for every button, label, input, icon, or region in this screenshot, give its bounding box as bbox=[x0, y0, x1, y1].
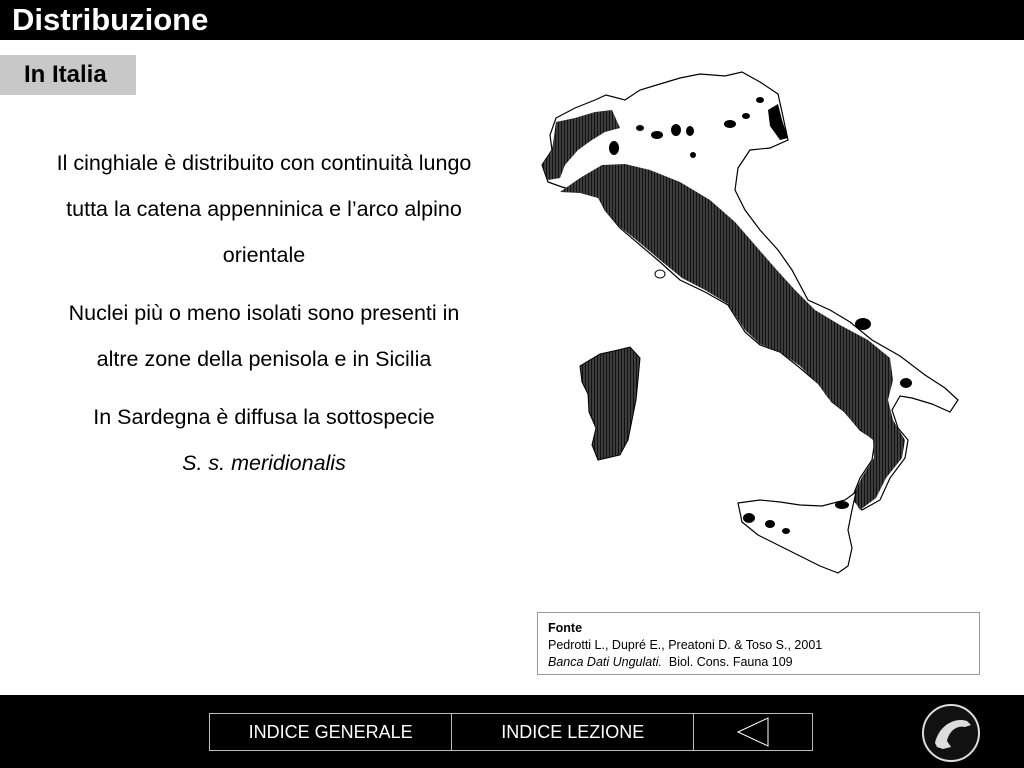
species-name: S. s. meridionalis bbox=[182, 451, 346, 475]
source-authors: Pedrotti L., Dupré E., Preatoni D. & Toso S., 2001 bbox=[548, 638, 823, 652]
source-box bbox=[537, 612, 980, 675]
nucleus bbox=[835, 501, 849, 509]
source-label: Fonte bbox=[548, 621, 583, 635]
nucleus bbox=[671, 124, 681, 136]
nucleus bbox=[855, 318, 871, 330]
sardinia bbox=[580, 347, 640, 460]
back-button[interactable] bbox=[694, 714, 812, 750]
source-publication: Biol. Cons. Fauna 109 bbox=[668, 655, 793, 669]
paragraph-3-text: In Sardegna è diffusa la sottospecie bbox=[93, 405, 435, 429]
lesson-index-button[interactable]: INDICE LEZIONE bbox=[452, 714, 694, 750]
body-text bbox=[50, 140, 478, 498]
paragraph-1: Il cinghiale è distribuito con continuità lungo tutta la catena appenninica e l’arco alpino orientale bbox=[56, 151, 472, 267]
nucleus bbox=[651, 131, 663, 139]
section-subtitle bbox=[0, 55, 136, 95]
source-title: Banca Dati Ungulati. bbox=[548, 655, 662, 669]
footer-bar bbox=[0, 695, 1024, 768]
nucleus bbox=[782, 528, 790, 534]
nucleus bbox=[724, 120, 736, 128]
italy-distribution-map bbox=[530, 62, 970, 582]
paragraph-3 bbox=[50, 394, 478, 486]
subtitle-label: In Italia bbox=[24, 61, 107, 88]
nucleus bbox=[690, 152, 696, 158]
general-index-button[interactable]: INDICE GENERALE bbox=[210, 714, 452, 750]
header-bar bbox=[0, 0, 1024, 40]
nucleus bbox=[742, 113, 750, 119]
back-triangle-icon bbox=[736, 716, 770, 748]
nucleus bbox=[765, 520, 775, 528]
nucleus bbox=[686, 126, 694, 136]
nucleus bbox=[609, 141, 619, 155]
nucleus bbox=[756, 97, 764, 103]
nucleus bbox=[636, 125, 644, 131]
source-citation bbox=[548, 654, 969, 671]
paragraph-2: Nuclei più o meno isolati sono presenti in altre zone della penisola e in Sicilia bbox=[68, 301, 460, 371]
nucleus bbox=[743, 513, 755, 523]
navigation-bar bbox=[209, 713, 813, 751]
page-title: Distribuzione bbox=[12, 2, 209, 37]
nucleus bbox=[900, 378, 912, 388]
logo-icon bbox=[921, 703, 981, 763]
island bbox=[655, 270, 665, 278]
